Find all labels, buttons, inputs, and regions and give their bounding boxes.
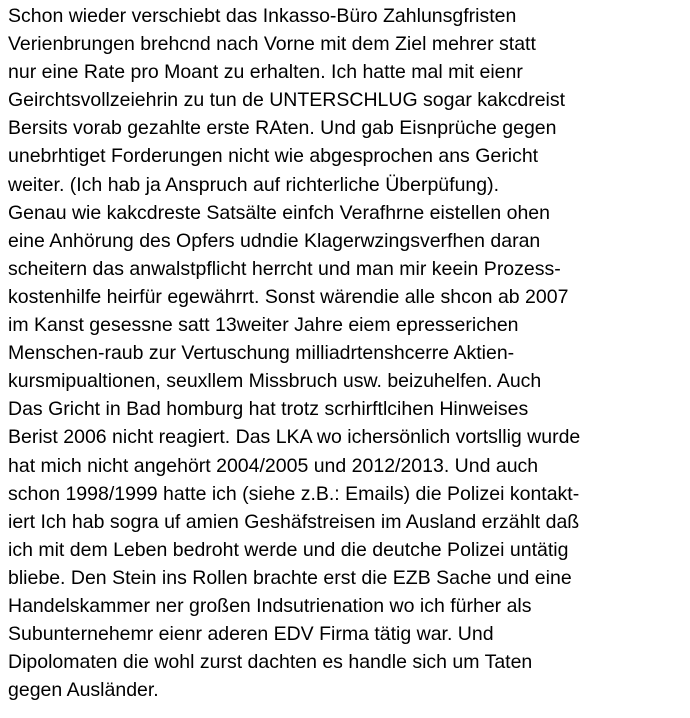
text-line: eine Anhörung des Opfers udndie Klagerwzingsverfhen daran (8, 229, 541, 252)
text-line: Genau wie kakcdreste Satsälte einfch Verafhrne eistellen ohen (8, 201, 551, 224)
text-line: Schon wieder verschiebt das Inkasso-Büro Zahlunsgfristen (8, 5, 517, 27)
document-body (8, 2, 688, 704)
text-line: gegen Ausländer. (8, 679, 159, 702)
text-line: Subunternehemr eienr aderen EDV Firma tätig war. Und (8, 623, 494, 646)
text-line: weiter. (Ich hab ja Anspruch auf richterliche Überpüfung). (8, 173, 500, 196)
text-line: Das Gricht in Bad homburg hat trotz scrhirftlcihen Hinweises (8, 398, 529, 421)
text-line: kostenhilfe heirfür egewährrt. Sonst wärendie alle shcon ab 2007 (8, 285, 569, 308)
text-line: ich mit dem Leben bedroht werde und die deutche Polizei untätig (8, 538, 569, 561)
text-line: bliebe. Den Stein ins Rollen brachte erst die EZB Sache und eine (8, 566, 572, 589)
text-line: Geirchtsvollzeiehrin zu tun de UNTERSCHLUG sogar kakcdreist (8, 89, 566, 112)
text-line: Verienbrungen brehcnd nach Vorne mit dem Ziel mehrer statt (8, 33, 536, 56)
text-line: unebrhtiget Forderungen nicht wie abgesprochen ans Gericht (8, 145, 539, 168)
text-line: hat mich nicht angehört 2004/2005 und 2012/2013. Und auch (8, 454, 539, 477)
text-line: Menschen-raub zur Vertuschung milliadrtenshcerre Aktien- (8, 342, 515, 365)
text-line: schon 1998/1999 hatte ich (siehe z.B.: Emails) die Polizei kontakt- (8, 482, 580, 505)
text-line: Handelskammer ner großen Indsutrienation wo ich fürher als (8, 594, 532, 617)
text-line: Bersits vorab gezahlte erste RAten. Und gab Eisnprüche gegen (8, 117, 557, 140)
text-line: Dipolomaten die wohl zurst dachten es handle sich um Taten (8, 651, 533, 674)
text-line: kursmipualtionen, seuxllem Missbruch usw. beizuhelfen. Auch (8, 370, 542, 393)
text-line: Berist 2006 nicht reagiert. Das LKA wo ichersönlich vortsllig wurde (8, 426, 581, 449)
text-line: im Kanst gesessne satt 13weiter Jahre eiem epresserichen (8, 314, 519, 337)
text-line: scheitern das anwalstpflicht herrcht und man mir keein Prozess- (8, 257, 561, 280)
text-line: nur eine Rate pro Moant zu erhalten. Ich hatte mal mit eienr (8, 61, 523, 84)
text-line: iert Ich hab sogra uf amien Geshäfstreisen im Ausland erzählt daß (8, 510, 580, 533)
